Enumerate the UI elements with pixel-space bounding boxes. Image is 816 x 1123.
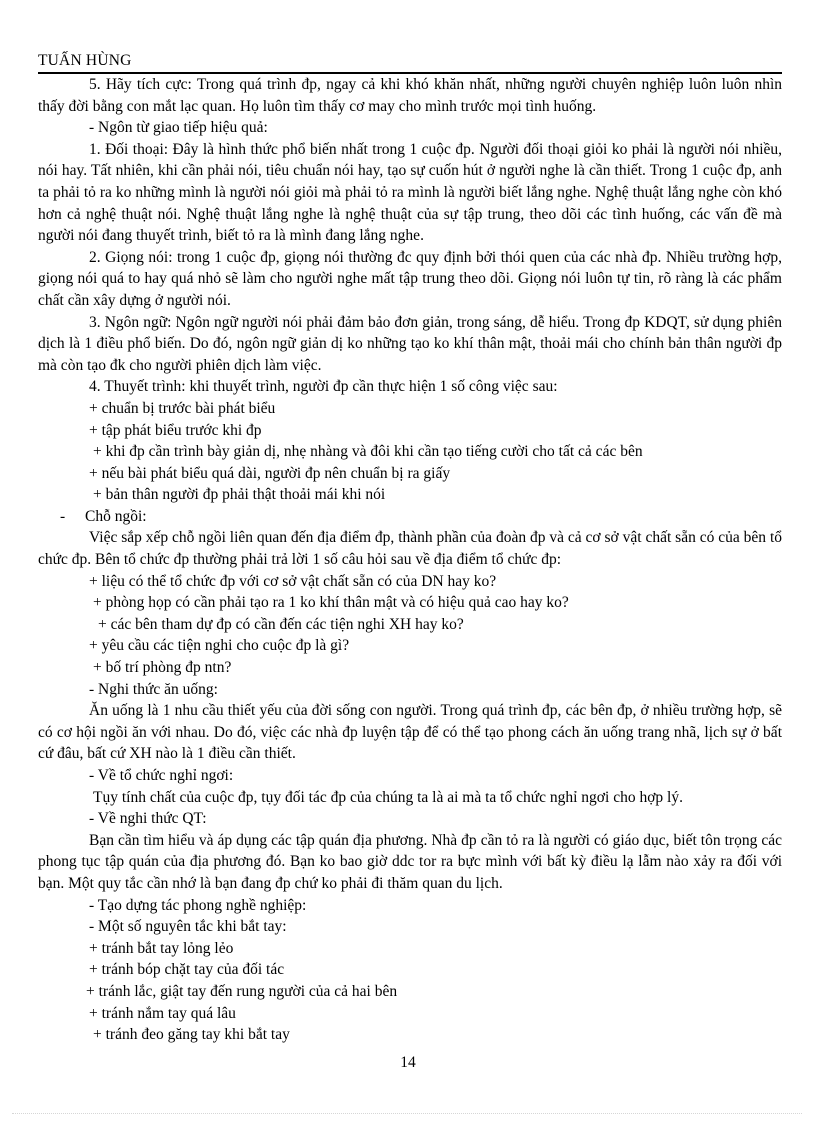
list-item: + bố trí phòng đp ntn? bbox=[93, 659, 232, 677]
list-item: + tránh lắc, giật tay đến rung người của cả hai bên bbox=[86, 982, 398, 1000]
paragraph-positive-attitude: 5. Hãy tích cực: Trong quá trình đp, ngay cả khi khó khăn nhất, những người chuyên nghiệp luôn luôn nhìn thấy đời bằng con mắt lạc quan. Họ luôn tìm thấy cơ may cho mình trước mọi tình huống. bbox=[38, 76, 782, 115]
heading-rest-organization: - Về tổ chức nghỉ ngơi: bbox=[89, 767, 234, 784]
page-number: 14 bbox=[400, 1054, 416, 1071]
list-item: + tránh bóp chặt tay của đối tác bbox=[89, 961, 285, 979]
paragraph-voice: 2. Giọng nói: trong 1 cuộc đp, giọng nói thường đc quy định bởi thói quen của các nhà đp. Nhiều trường hợp, giọng nói quá to hay quá nhỏ sẽ làm cho người nghe mất tập trung theo dõi. Giọng nói luôn tự tin, rõ ràng là các phẩm chất cần xây dựng ở người nói. bbox=[38, 248, 782, 309]
page-content bbox=[38, 74, 782, 1046]
paragraph-language: 3. Ngôn ngữ: Ngôn ngữ người nói phải đảm bảo đơn giản, trong sáng, dễ hiểu. Trong đp KDQT, sử dụng phiên dịch là 1 điều phổ biến. Do đó, ngôn ngữ giản dị ko những tạo ko khí thân mật, thoải mái cho chính bản thân người đp mà còn tạo đk cho người phiên dịch làm việc. bbox=[38, 313, 782, 374]
header-title: TUẤN HÙNG bbox=[38, 52, 132, 69]
paragraph-international-etiquette: Bạn cần tìm hiểu và áp dụng các tập quán địa phương. Nhà đp cần tỏ ra là người có giáo dục, biết tôn trọng các phong tục tập quán của địa phương đó. Bạn ko bao giờ ddc tor ra bực mình với bất kỳ điều lạ lẫm nào xảy ra đối với bạn. Một quy tắc cần nhớ là bạn đang đp chứ ko phải đi thăm quan du lịch. bbox=[38, 831, 782, 892]
list-item: + tránh nắm tay quá lâu bbox=[89, 1004, 236, 1022]
heading-handshake-rules: - Một số nguyên tắc khi bắt tay: bbox=[89, 918, 287, 936]
list-item: + tránh đeo găng tay khi bắt tay bbox=[93, 1026, 290, 1044]
heading-professional-style: - Tạo dựng tác phong nghề nghiệp: bbox=[89, 896, 307, 914]
paragraph-rest-organization: Tụy tính chất của cuộc đp, tụy đối tác đp của chúng ta là ai mà ta tổ chức nghỉ ngơi cho hợp lý. bbox=[93, 788, 683, 806]
heading-dining-etiquette: - Nghi thức ăn uống: bbox=[89, 680, 218, 698]
list-item: + bản thân người đp phải thật thoải mái khi nói bbox=[93, 486, 386, 504]
paragraph-dining-etiquette: Ăn uống là 1 nhu cầu thiết yếu của đời sống con người. Trong quá trình đp, các bên đp, ở nhiều trường hợp, sẽ có cơ hội ngồi ăn với nhau. Do đó, việc các nhà đp luyện tập để có thể tạo phong cách ăn uống trang nhã, lịch sự ở bất cứ đâu, bất cứ XH nào là 1 điều cần thiết. bbox=[38, 702, 782, 763]
paragraph-dialogue: 1. Đối thoại: Đây là hình thức phổ biến nhất trong 1 cuộc đp. Người đối thoại giỏi ko phải là người nói nhiều, nói hay. Tất nhiên, khi cần phải nói, tiêu chuẩn nói hay, tạo sự cuốn hút ở người nghe là cần thiết. Trong 1 cuộc đp, anh ta phải tỏ ra ko những mình là người nói giỏi mà phải tỏ ra mình là người biết lắng nghe. Nghệ thuật lắng nghe còn khó hơn cả nghệ thuật nói. Nghệ thuật lắng nghe là nghệ thuật của sự tập trung, theo dõi các tình huống, các vấn đề mà người nói đang thuyết trình, biết tỏ ra là mình đang lắng nghe. bbox=[38, 140, 782, 245]
paragraph-seating: Việc sắp xếp chỗ ngồi liên quan đến địa điểm đp, thành phần của đoàn đp và cả cơ sở vật chất sẵn có của bên tổ chức đp. Bên tổ chức đp thường phải trả lời 1 số câu hỏi sau về địa điểm tổ chức đp: bbox=[38, 529, 782, 569]
heading-seating bbox=[38, 506, 782, 528]
list-item: + phòng họp có cần phải tạo ra 1 ko khí thân mật và có hiệu quả cao hay ko? bbox=[93, 594, 569, 612]
list-item: + nếu bài phát biểu quá dài, người đp nên chuẩn bị ra giấy bbox=[89, 464, 451, 482]
heading-international-etiquette: - Về nghi thức QT: bbox=[89, 810, 207, 828]
list-item: + chuẩn bị trước bài phát biểu bbox=[89, 399, 276, 417]
list-item: + các bên tham dự đp có cần đến các tiện nghi XH hay ko? bbox=[98, 615, 464, 633]
paragraph-presentation: 4. Thuyết trình: khi thuyết trình, người đp cần thực hiện 1 số công việc sau: bbox=[89, 378, 558, 396]
list-item: + yêu cầu các tiện nghi cho cuộc đp là gì? bbox=[89, 637, 350, 655]
list-item: + liệu có thể tổ chức đp với cơ sở vật chất sẵn có của DN hay ko? bbox=[89, 572, 497, 590]
footer-dotted-rule bbox=[12, 1113, 802, 1114]
heading-effective-language: - Ngôn từ giao tiếp hiệu quả: bbox=[89, 119, 268, 137]
seating-dash: - bbox=[60, 507, 66, 525]
seating-heading-text: Chỗ ngồi: bbox=[85, 507, 147, 525]
list-item: + khi đp cần trình bày giản dị, nhẹ nhàng và đôi khi cần tạo tiếng cười cho tất cả các bên bbox=[93, 443, 643, 461]
list-item: + tránh bắt tay lỏng lẻo bbox=[89, 939, 234, 957]
list-item: + tập phát biểu trước khi đp bbox=[89, 421, 262, 439]
